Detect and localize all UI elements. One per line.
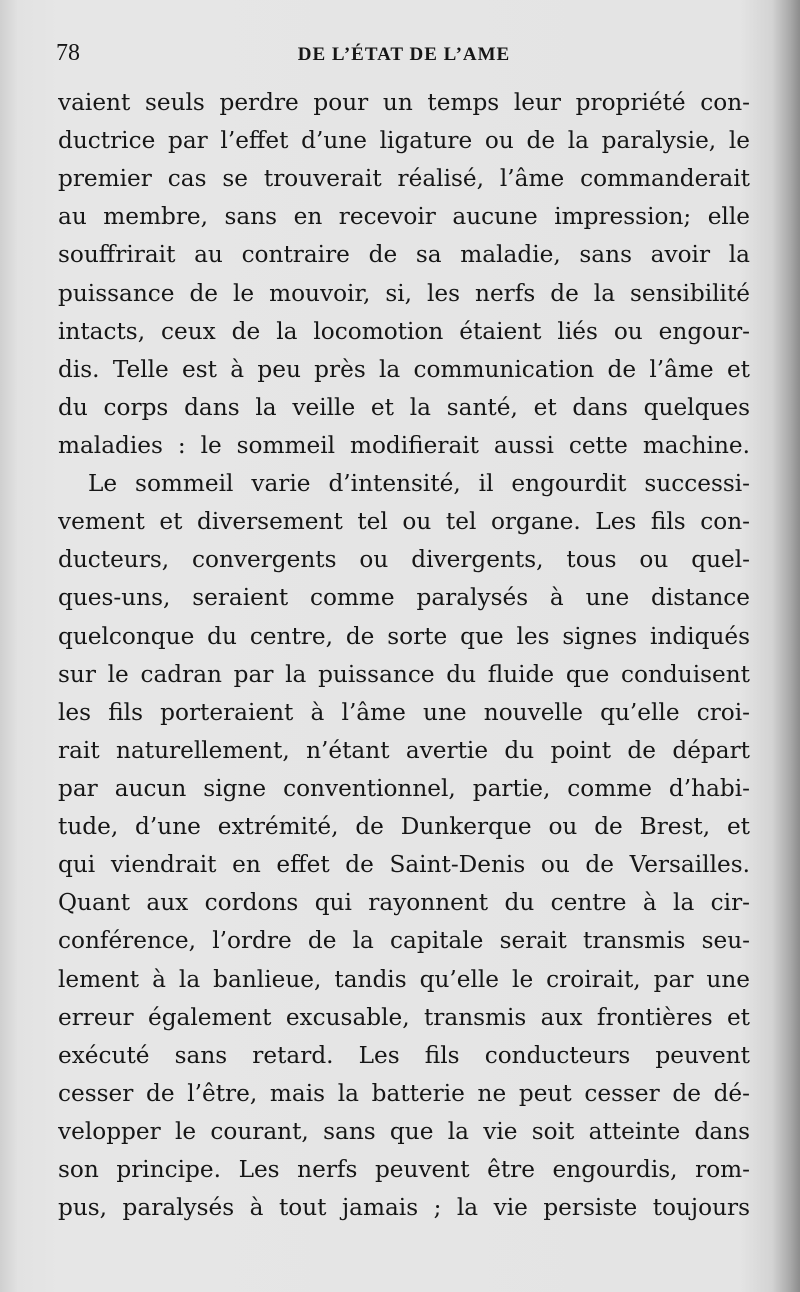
paragraph-first-line: Le sommeil varie d’intensité, il engourdit successi- — [88, 470, 750, 498]
text-line: sur le cadran par la puissance du fluide que conduisent — [58, 660, 750, 688]
text-line: rait naturellement, n’étant avertie du point de départ — [58, 736, 750, 764]
text-line: ques-uns, seraient comme paralysés à une distance — [58, 584, 750, 612]
text-line: tude, d’une extrémité, de Dunkerque ou de Brest, et — [58, 813, 750, 841]
text-line: les fils porteraient à l’âme une nouvelle qu’elle croi- — [58, 698, 750, 726]
text-line: pus, paralysés à tout jamais ; la vie persiste toujours — [58, 1194, 750, 1222]
text-line: lement à la banlieue, tandis qu’elle le croirait, par une — [58, 965, 750, 993]
text-line: conférence, l’ordre de la capitale serait transmis seu- — [58, 927, 750, 955]
text-line: du corps dans la veille et la santé, et dans quelques — [58, 393, 750, 421]
body-text — [58, 84, 750, 1227]
page-number: 78 — [56, 40, 80, 66]
text-line: Quant aux cordons qui rayonnent du centre à la cir- — [58, 889, 750, 917]
text-line: puissance de le mouvoir, si, les nerfs de la sensibilité — [58, 279, 750, 307]
text-line: ductrice par l’effet d’une ligature ou de la paralysie, le — [58, 127, 750, 155]
text-line: par aucun signe conventionnel, partie, comme d’habi- — [58, 774, 750, 802]
text-line: exécuté sans retard. Les fils conducteurs peuvent — [58, 1041, 750, 1069]
text-line: cesser de l’être, mais la batterie ne peut cesser de dé- — [58, 1079, 750, 1107]
text-line: qui viendrait en effet de Saint-Denis ou de Versailles. — [58, 851, 750, 879]
text-line: vaient seuls perdre pour un temps leur propriété con- — [58, 89, 750, 116]
text-line: quelconque du centre, de sorte que les signes indiqués — [58, 622, 750, 650]
text-line: intacts, ceux de la locomotion étaient liés ou engour- — [58, 317, 750, 345]
text-line: maladies : le sommeil modifierait aussi cette machine. — [58, 431, 750, 459]
text-line: son principe. Les nerfs peuvent être engourdis, rom- — [58, 1156, 750, 1184]
text-line: vement et diversement tel ou tel organe. Les fils con- — [58, 508, 750, 536]
text-line: ducteurs, convergents ou divergents, tous ou quel- — [58, 546, 750, 574]
running-head: DE L’ÉTAT DE L’AME — [297, 44, 511, 65]
text-line: souffrirait au contraire de sa maladie, sans avoir la — [58, 241, 750, 269]
text-line: premier cas se trouverait réalisé, l’âme commanderait — [58, 165, 750, 193]
text-line: dis. Telle est à peu près la communication de l’âme et — [58, 355, 750, 383]
text-line: velopper le courant, sans que la vie soit atteinte dans — [58, 1117, 750, 1145]
text-line: au membre, sans en recevoir aucune impression; elle — [58, 203, 750, 231]
text-line: erreur également excusable, transmis aux frontières et — [58, 1003, 750, 1031]
page-header — [54, 40, 754, 74]
